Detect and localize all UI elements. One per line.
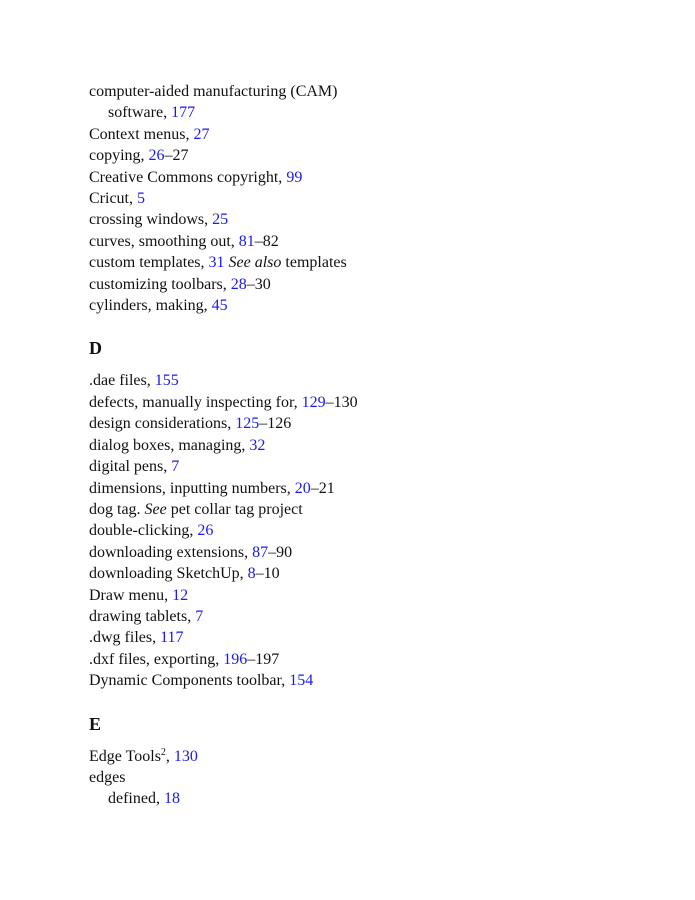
entry-term: Context menus,: [89, 125, 194, 143]
section-heading-e: E: [89, 713, 102, 734]
index-entry: [89, 499, 649, 520]
entry-term: dialog boxes, managing,: [89, 436, 250, 454]
page-link[interactable]: 12: [172, 586, 189, 604]
entry-term: computer-aided manufacturing (CAM): [89, 83, 338, 100]
entry-term: Edge Tools: [89, 747, 161, 765]
entry-separator: ,: [165, 747, 174, 765]
e-entries: [89, 746, 649, 810]
page-link[interactable]: 125: [235, 415, 260, 433]
page-link[interactable]: 26: [148, 147, 165, 165]
entry-term: .dae files,: [89, 372, 155, 390]
page-link[interactable]: 31: [208, 254, 225, 272]
entry-term: custom templates,: [89, 254, 209, 272]
entry-term: edges: [89, 768, 126, 786]
entry-term: Dynamic Components toolbar,: [89, 672, 290, 690]
page-link[interactable]: 87: [252, 543, 269, 561]
page-link[interactable]: 130: [173, 747, 198, 765]
entry-term: customizing toolbars,: [89, 275, 231, 293]
page-range-end: 90: [276, 543, 293, 561]
index-entry: [89, 167, 649, 188]
entry-term: .dxf files, exporting,: [89, 650, 224, 668]
section-heading-d: D: [89, 338, 102, 359]
index-subentry: [89, 788, 649, 809]
entry-term: software,: [108, 104, 172, 122]
index-entry: .dxf files, exporting, 196–197: [89, 650, 280, 668]
page-link[interactable]: 155: [154, 372, 179, 390]
index-entry: [89, 124, 649, 145]
page-range-end: 30: [254, 275, 271, 293]
page-link[interactable]: 28: [230, 275, 247, 293]
index-entry: [89, 520, 649, 541]
page-range-end: 27: [172, 147, 189, 165]
page-range-end: 130: [333, 393, 358, 411]
page-link[interactable]: 20: [294, 479, 311, 497]
entry-term: defined,: [108, 790, 164, 808]
index-entry: [89, 370, 649, 391]
entry-term: drawing tablets,: [89, 607, 196, 625]
page-link[interactable]: 5: [137, 190, 145, 208]
page-link[interactable]: 18: [163, 790, 180, 808]
entry-term: dog tag.: [89, 500, 145, 518]
entry-term: Draw menu,: [89, 586, 173, 604]
page-link[interactable]: 177: [171, 104, 196, 122]
page-range-end: 82: [262, 232, 279, 250]
cross-reference-label: See also: [228, 254, 282, 272]
cross-reference-target: templates: [285, 254, 347, 272]
entry-term: crossing windows,: [89, 211, 213, 229]
cross-reference-label: See: [144, 500, 167, 518]
page-range-end: 10: [263, 565, 280, 583]
index-entry: [89, 295, 649, 316]
entry-term: double-clicking,: [89, 522, 198, 540]
page-link[interactable]: 25: [212, 211, 229, 229]
index-entry: curves, smoothing out, 81–82: [89, 232, 279, 250]
index-entry: dimensions, inputting numbers, 20–21: [89, 479, 335, 497]
index-entry: [89, 606, 649, 627]
entry-term: Cricut,: [89, 190, 137, 208]
entry-term: Creative Commons copyright,: [89, 168, 287, 186]
page-link[interactable]: 129: [301, 393, 326, 411]
page-link[interactable]: 81: [238, 232, 255, 250]
index-entry: [89, 746, 649, 767]
page-link[interactable]: 26: [197, 522, 214, 540]
page-link[interactable]: 196: [223, 650, 248, 668]
index-entry: [89, 435, 649, 456]
page-link[interactable]: 117: [160, 629, 184, 647]
page-range-end: 21: [318, 479, 335, 497]
page-range-end: 126: [267, 415, 292, 433]
c-entries: [89, 81, 649, 316]
index-entry: [89, 585, 649, 606]
index-entry: downloading extensions, 87–90: [89, 543, 293, 561]
page-link[interactable]: 7: [195, 607, 204, 625]
page-link[interactable]: 7: [171, 458, 180, 476]
page-link[interactable]: 99: [286, 168, 303, 186]
page-link[interactable]: 154: [289, 672, 314, 690]
index-entry: downloading SketchUp, 8–10: [89, 565, 280, 583]
page-link[interactable]: 45: [211, 297, 228, 315]
index-entry: [89, 81, 649, 102]
entry-term: copying,: [89, 147, 149, 165]
index-entry: [89, 670, 649, 691]
page-link[interactable]: 8: [247, 565, 256, 583]
index-entry: [89, 209, 649, 230]
entry-term: cylinders, making,: [89, 297, 212, 315]
d-entries: [89, 370, 649, 691]
index-entry: [89, 456, 649, 477]
entry-term: design considerations,: [89, 415, 236, 433]
index-entry: [89, 627, 649, 648]
entry-term: curves, smoothing out,: [89, 232, 239, 250]
index-entry: customizing toolbars, 28–30: [89, 275, 271, 293]
entry-term: digital pens,: [89, 458, 172, 476]
entry-term: downloading extensions,: [89, 543, 253, 561]
index-entry: copying, 26–27: [89, 147, 189, 165]
index-entry: [89, 767, 649, 788]
page-link[interactable]: 27: [193, 125, 210, 143]
page-link[interactable]: 32: [249, 436, 266, 454]
entry-term: .dwg files,: [89, 629, 161, 647]
index-entry: [89, 188, 649, 209]
index-subentry: [89, 102, 649, 123]
entry-term: downloading SketchUp,: [89, 565, 248, 583]
index-page: [89, 81, 649, 810]
index-entry: defects, manually inspecting for, 129–130: [89, 393, 358, 411]
entry-term: dimensions, inputting numbers,: [89, 479, 295, 497]
index-entry: design considerations, 125–126: [89, 415, 292, 433]
entry-superscript: 2: [160, 746, 166, 758]
page-range-end: 197: [255, 650, 280, 668]
cross-reference-target: pet collar tag project: [170, 500, 303, 518]
entry-term: defects, manually inspecting for,: [89, 393, 302, 411]
index-entry: [89, 252, 649, 273]
